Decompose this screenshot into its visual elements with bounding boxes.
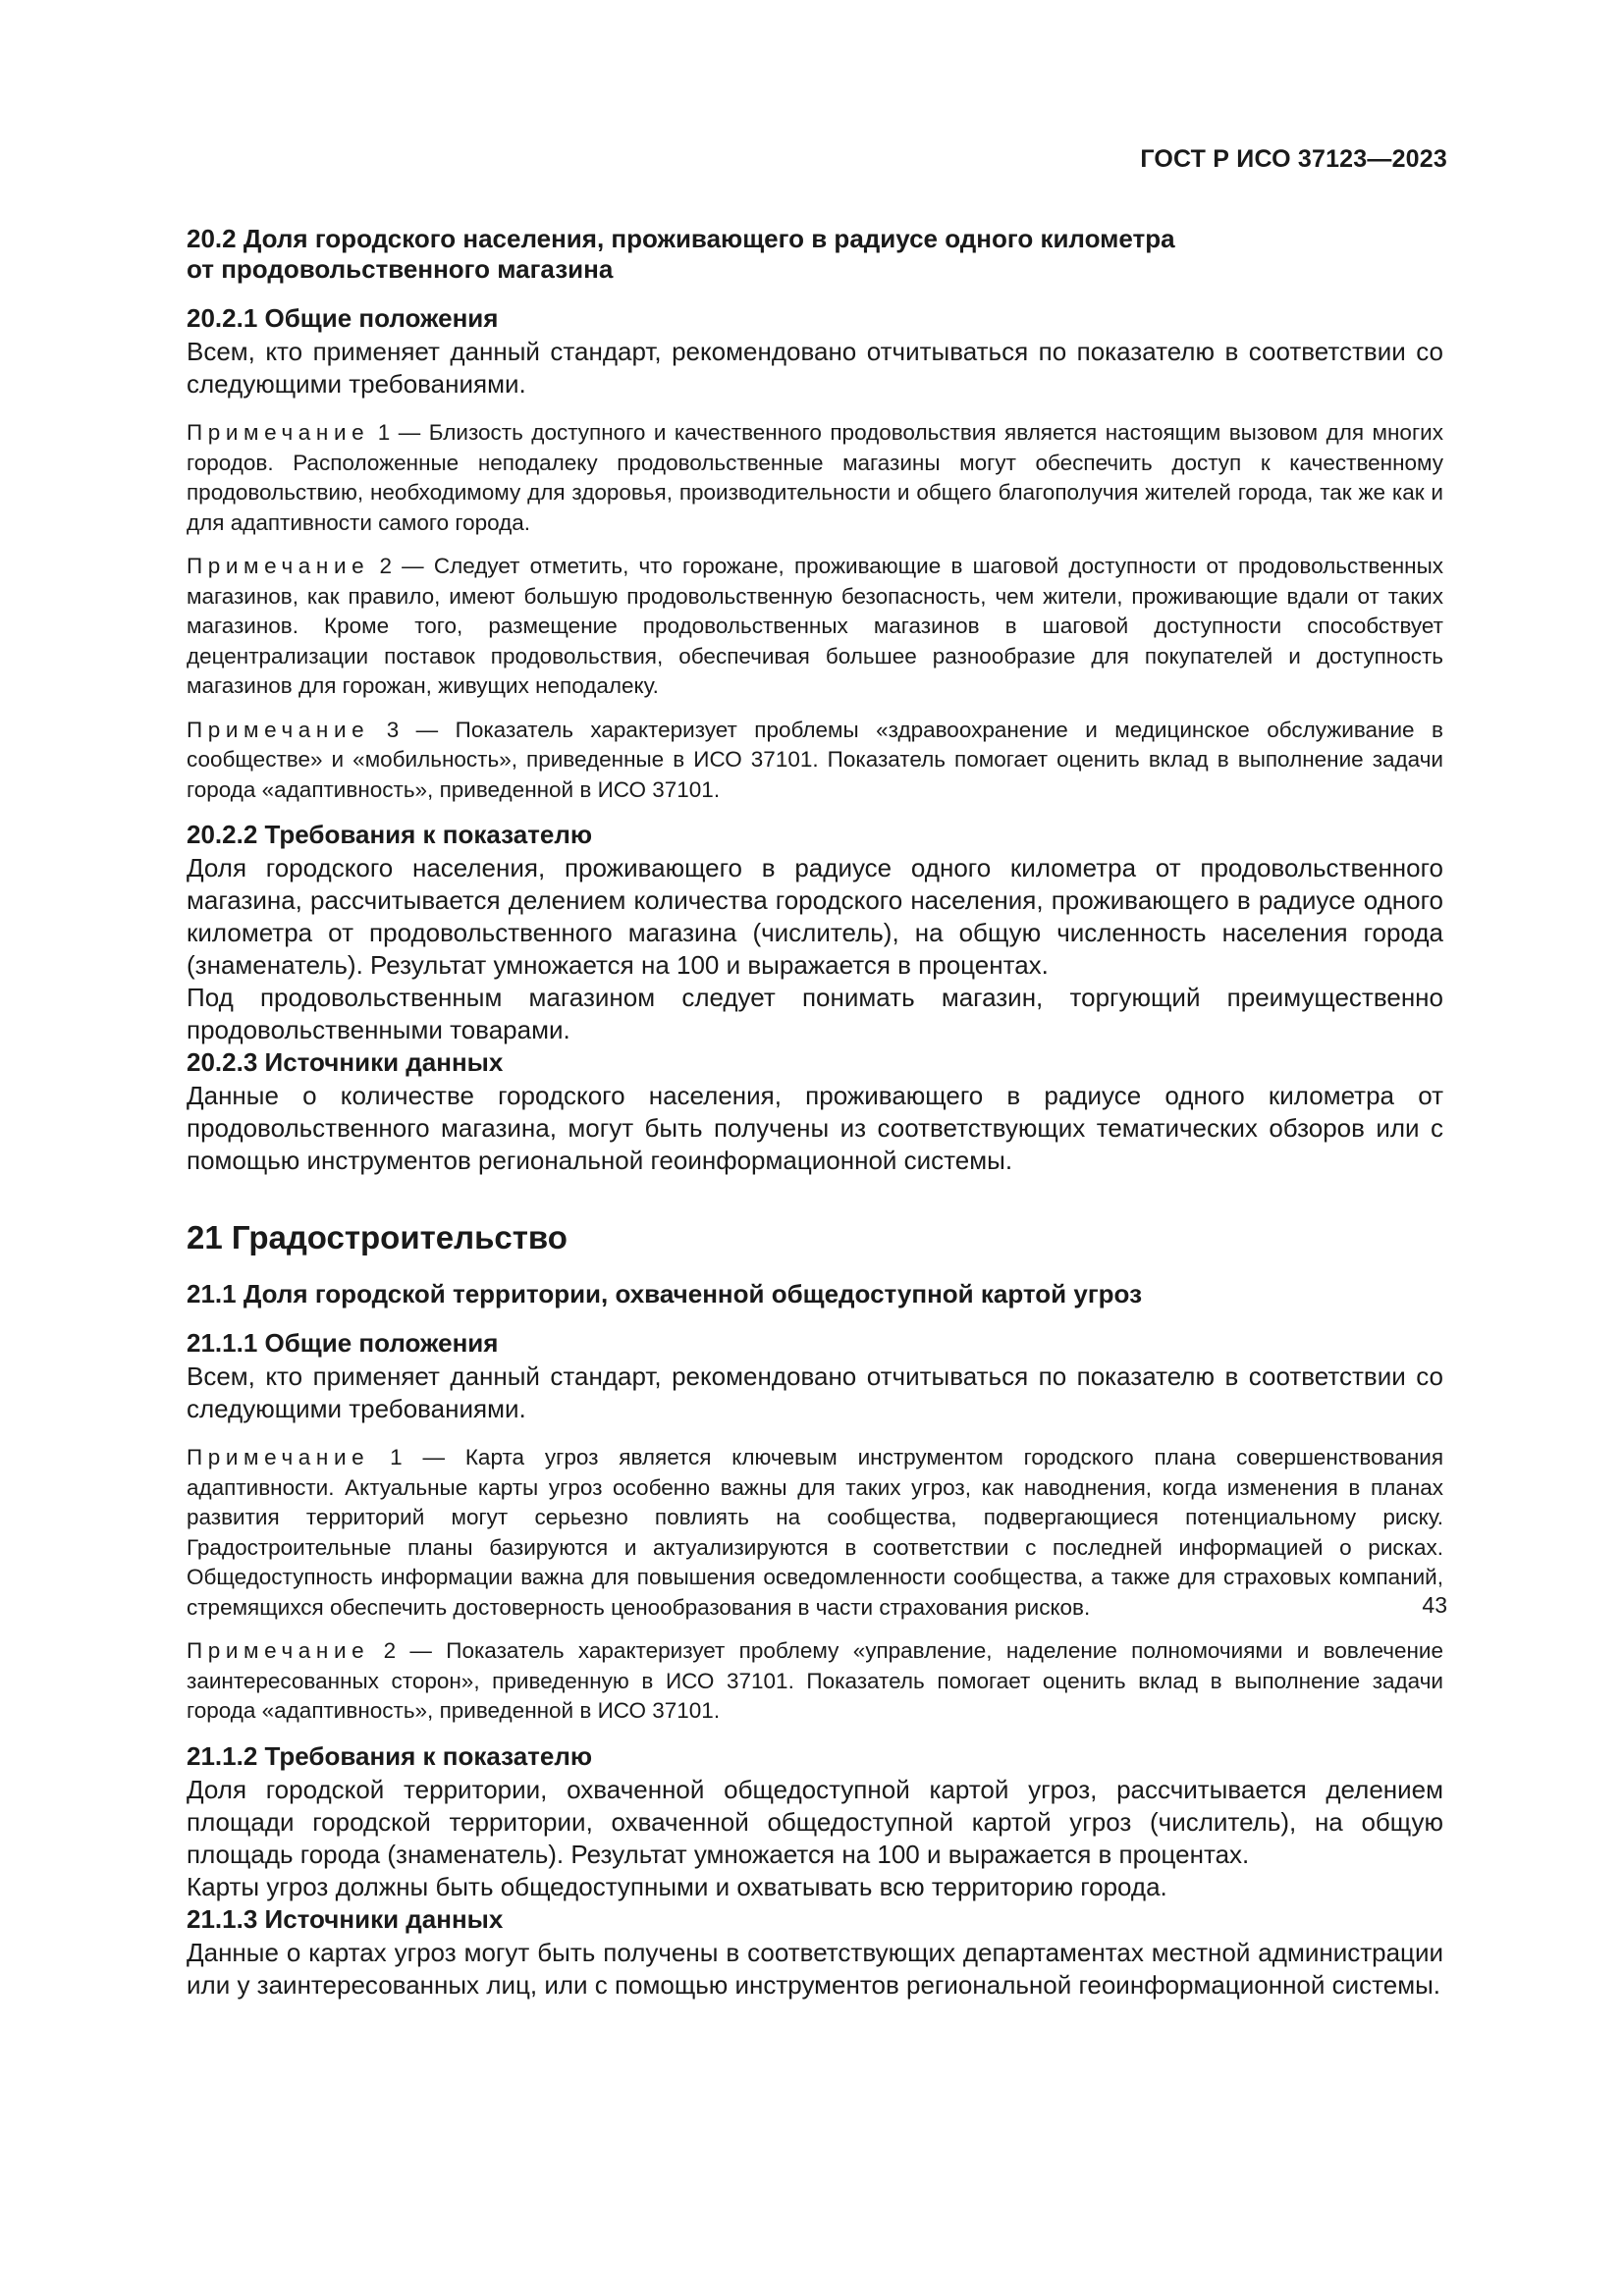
section-20-2-3-text: Данные о количестве городского населения, проживающего в радиусе одного километра от продовольственного магазина, могут быть получены из соответствующих тематических обзоров или с помощью инструментов региональной геоинформационной системы. (187, 1081, 1443, 1175)
note-label: Примечание (187, 1445, 370, 1469)
page-number: 43 (1422, 1592, 1447, 1618)
note-text: Близость доступного и качественного продовольствия является настоящим вызовом для многих городов. Расположенные неподалеку продовольственные магазины могут обеспечить доступ к качественному продовольствию, необходимому для здоровья, производительности и общего благополучия жителей города, так же как и для адаптивности самого города. (187, 420, 1443, 535)
note-text: Карта угроз является ключевым инструментом городского плана совершенствования адаптивности. Актуальные карты угроз особенно важны для таких угроз, как наводнения, когда изменения в планах развития территорий могут серьезно повлиять на сообщества, подвергающиеся потенциальному риску. Градостроительные планы базируются и актуализируются в соответствии с последней информацией о рисках. Общедоступность информации важна для повышения осведомленности сообщества, а также для страховых компаний, стремящихся обеспечить достоверность ценообразования в части страхования рисков. (187, 1445, 1444, 1620)
section-20-2 (187, 224, 1443, 1177)
note-20-2-1 (187, 418, 1443, 538)
section-21-1-3-text: Данные о картах угроз могут быть получены в соответствующих департаментах местной администрации или у заинтересованных лиц, или с помощью инструментов региональной геоинформационной системы. (187, 1937, 1443, 2000)
document-code: ГОСТ Р ИСО 37123—2023 (1140, 145, 1447, 173)
note-number: 2 — (383, 1638, 432, 1663)
section-20-2-2-text2: Под продовольственным магазином следует понимать магазин, торгующий преимущественно продовольственными товарами. (187, 983, 1443, 1044)
section-20-2-1-text (187, 336, 1443, 400)
note-number: 1 — (390, 1445, 445, 1469)
section-21-1-2-text1: Доля городской территории, охваченной общедоступной картой угроз, рассчитывается делением площади городской территории, охваченной общедоступной картой угроз (числитель), на общую площадь города (знаменатель). Результат умножается на 100 и выражается в процентах. (187, 1774, 1443, 1869)
section-20-2-2-text1: Доля городского населения, проживающего в радиусе одного километра от продовольственного магазина, рассчитывается делением количества городского населения, проживающего в радиусе одного километра от продовольственного магазина (числитель), на общую численность населения города (знаменатель). Результат умножается на 100 и выражается в процентах. (187, 853, 1443, 980)
section-20-2-1-title: 20.2.1 Общие положения (187, 303, 499, 333)
section-21 (187, 1218, 1443, 2002)
section-21-1-2-title: 21.1.2 Требования к показателю (187, 1740, 593, 1771)
note-20-2-3 (187, 716, 1443, 806)
section-21-1-1-text: Всем, кто применяет данный стандарт, рекомендовано отчитываться по показателю в соответствии со следующими требованиями. (187, 1362, 1443, 1423)
note-number: 3 — (386, 717, 439, 742)
section-21-1-title: 21.1 Доля городской территории, охваченной общедоступной картой угроз (187, 1279, 1142, 1308)
note-label: Примечание (187, 1638, 370, 1663)
note-label: Примечание (187, 420, 370, 445)
section-21-1-1-title: 21.1.1 Общие положения (187, 1328, 499, 1358)
section-21-1-3-title: 21.1.3 Источники данных (187, 1903, 504, 1934)
page-content (187, 224, 1443, 2002)
section-20-2-1-text-content: Всем, кто применяет данный стандарт, рекомендовано отчитываться по показателю в соответствии со следующими требованиями. (187, 337, 1443, 399)
note-text: Показатель характеризует проблему «управление, наделение полномочиями и вовлечение заинтересованных сторон», приведенную в ИСО 37101. Показатель помогает оценить вклад в выполнение задачи города «адаптивность», приведенной в ИСО 37101. (187, 1638, 1443, 1723)
note-number: 2 — (379, 554, 424, 578)
note-number: 1 — (377, 420, 421, 445)
section-20-2-title-line1: 20.2 Доля городского населения, проживающего в радиусе одного километра (187, 224, 1175, 253)
note-text: Следует отметить, что горожане, проживающие в шаговой доступности от продовольственных магазинов, как правило, имеют большую продовольственную безопасность, чем жители, проживающие вдали от таких магазинов. Кроме того, размещение продовольственных магазинов в шаговой доступности способствует децентрализации поставок продовольствия, обеспечивая большее разнообразие для покупателей и доступность магазинов для горожан, живущих неподалеку. (187, 554, 1443, 698)
section-21-1-2-text2: Карты угроз должны быть общедоступными и охватывать всю территорию города. (187, 1871, 1167, 1901)
note-text: Показатель характеризует проблемы «здравоохранение и медицинское обслуживание в сообществе» и «мобильность», приведенные в ИСО 37101. Показатель помогает оценить вклад в выполнение задачи города «адаптивность», приведенной в ИСО 37101. (187, 717, 1443, 802)
section-21-title: 21 Градостроительство (187, 1219, 568, 1255)
note-21-1-1 (187, 1443, 1443, 1623)
section-20-2-title-line2: от продовольственного магазина (187, 254, 614, 284)
note-label: Примечание (187, 717, 370, 742)
note-20-2-2 (187, 552, 1443, 702)
section-20-2-2-title: 20.2.2 Требования к показателю (187, 820, 593, 849)
note-label: Примечание (187, 554, 370, 578)
section-20-2-3-title: 20.2.3 Источники данных (187, 1047, 504, 1077)
note-21-1-2 (187, 1636, 1443, 1727)
section-20-2-title (187, 224, 1443, 285)
